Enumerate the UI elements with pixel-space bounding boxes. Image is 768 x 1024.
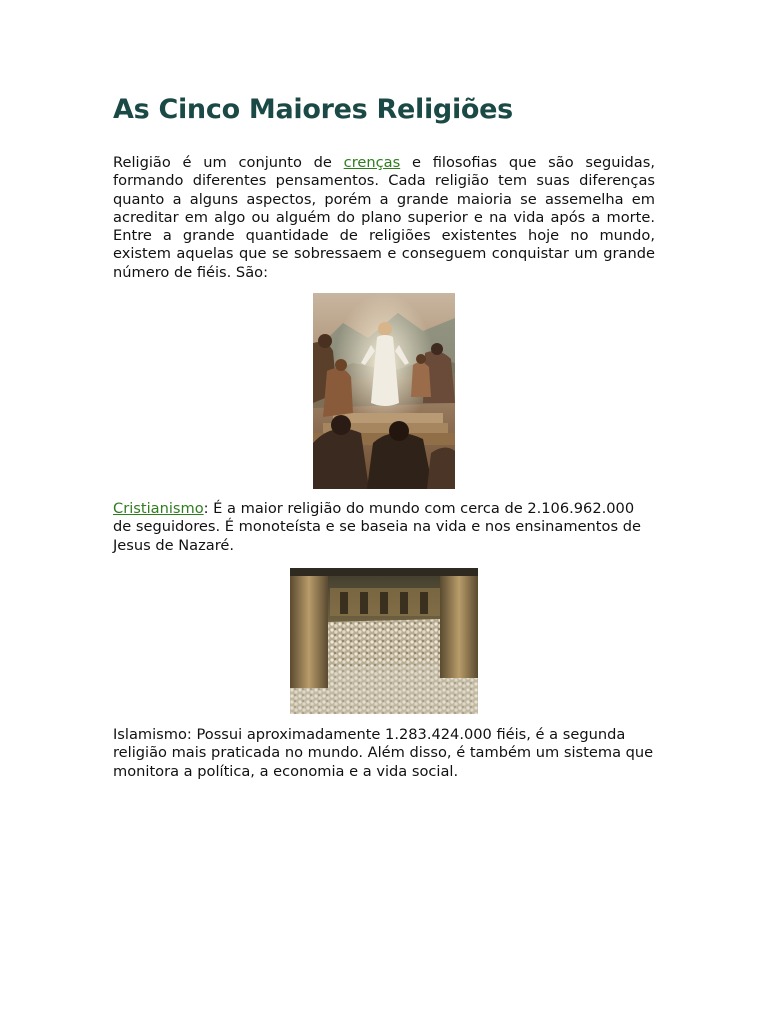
link-cristianismo[interactable]: Cristianismo <box>113 500 204 517</box>
link-crencas[interactable]: crenças <box>343 154 401 171</box>
christianity-paragraph <box>113 500 655 555</box>
mosque-crowd-image <box>290 568 478 714</box>
intro-text-start: Religião é um conjunto de <box>113 154 344 171</box>
islam-paragraph: Islamismo: Possui aproximadamente 1.283.424.000 fiéis, é a segunda religião mais praticada no mundo. Além disso, é também um sistema que monitora a política, a economia e a vida social. <box>113 726 654 780</box>
intro-text-rest: e filosofias que são seguidas, formando diferentes pensamentos. Cada religião tem suas diferenças quanto a alguns aspectos, porém a grande maioria se assemelha em acreditar em algo ou alguém do plano superior e na vida após a morte. Entre a grande quantidade de religiões existentes hoje no mundo, existem aquelas que se sobressaem e conseguem conquistar um grande número de fiéis. São: <box>113 154 655 281</box>
christianity-text: : É a maior religião do mundo com cerca de 2.106.962.000 de seguidores. É monoteísta e se baseia na vida e nos ensinamentos de Jesus de Nazaré. <box>113 500 641 554</box>
intro-paragraph <box>113 154 655 282</box>
jesus-painting-image <box>313 293 455 489</box>
page-title: As Cinco Maiores Religiões <box>113 94 513 125</box>
